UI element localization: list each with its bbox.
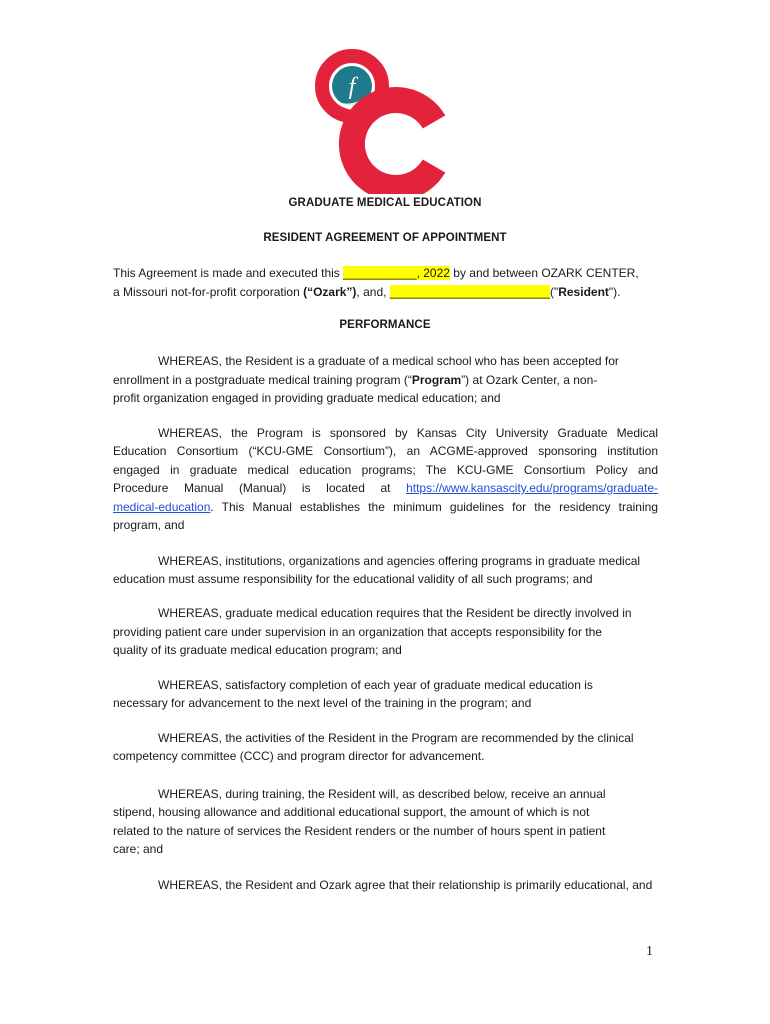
p4-line-3: quality of its graduate medical education program; and [113,643,402,657]
p1-line-3: profit organization engaged in providing graduate medical education; and [113,391,501,405]
p7-line-2: stipend, housing allowance and additional educational support, the amount of which is not [113,805,590,819]
ozark-center-logo [300,44,460,194]
p1-line-1: WHEREAS, the Resident is a graduate of a medical school who has been accepted for [158,354,619,368]
p2-line-3: engaged in graduate medical education programs; The KCU-GME Consortium Policy and [113,463,658,477]
p2-line-2: Education Consortium (“KCU-GME Consortium”), an ACGME-approved sponsoring institution [113,444,658,458]
p7-line-3: related to the nature of services the Resident renders or the number of hours spent in patient [113,824,606,838]
resident-name-blank: ________________________ [389,285,550,299]
p3-line-2: education must assume responsibility for the educational validity of all such programs; and [113,572,593,586]
intro-line-1: This Agreement is made and executed this ___________, 2022 by and between OZARK CENTER, [113,266,639,280]
agreement-title: RESIDENT AGREEMENT OF APPOINTMENT [263,232,507,244]
p2-line-1: WHEREAS, the Program is sponsored by Kansas City University Graduate Medical [158,426,658,440]
p7-line-4: care; and [113,842,164,856]
manual-link-continued[interactable]: medical-education [113,500,211,514]
year: , 2022 [416,266,450,280]
p3-line-1: WHEREAS, institutions, organizations and agencies offering programs in graduate medical [158,554,641,568]
ozark-definition: (“Ozark”) [303,285,357,299]
program-heading: GRADUATE MEDICAL EDUCATION [288,197,482,209]
date-blank: ___________ [343,266,417,280]
svg-text:f: f [348,74,356,100]
resident-definition: Resident [558,285,609,299]
p1-line-2: enrollment in a postgraduate medical training program (“Program”) at Ozark Center, a non- [113,373,598,387]
program-definition: Program [411,373,462,387]
p4-line-1: WHEREAS, graduate medical education requires that the Resident be directly involved in [158,606,632,620]
intro-line-2: a Missouri not-for-profit corporation (“Ozark”), and, ________________________("Resident"). [113,285,621,299]
manual-link[interactable]: https://www.kansascity.edu/programs/graduate- [406,481,658,495]
p5-line-2: necessary for advancement to the next level of the training in the program; and [113,696,532,710]
p2-line-6: program, and [113,518,185,532]
p6-line-2: competency committee (CCC) and program director for advancement. [113,749,485,763]
p2-line-4: Procedure Manual (Manual) is located at https://www.kansascity.edu/programs/graduate- [113,481,658,495]
p5-line-1: WHEREAS, satisfactory completion of each year of graduate medical education is [158,678,593,692]
p2-line-5: medical-education. This Manual establishes the minimum guidelines for the residency training [113,500,658,514]
p4-line-2: providing patient care under supervision in an organization that accepts responsibility for the [113,625,602,639]
page-number: 1 [646,944,653,959]
performance-heading: PERFORMANCE [339,319,431,331]
p8-line-1: WHEREAS, the Resident and Ozark agree that their relationship is primarily educational, and [158,878,653,892]
p7-line-1: WHEREAS, during training, the Resident will, as described below, receive an annual [158,787,606,801]
p6-line-1: WHEREAS, the activities of the Resident in the Program are recommended by the clinical [158,731,634,745]
